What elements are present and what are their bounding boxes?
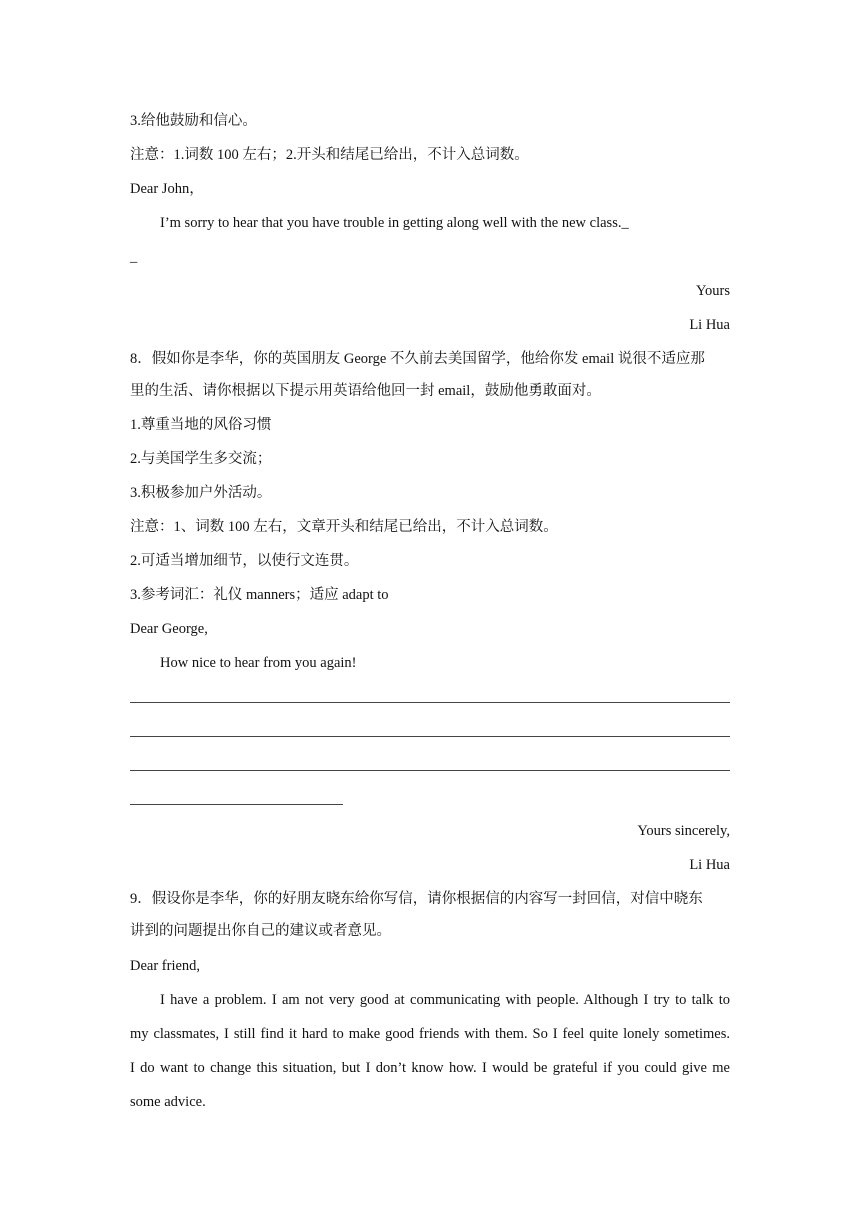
- q8-note-3: 3.参考词汇：礼仪 manners；适应 adapt to: [130, 587, 389, 603]
- q7-blank-mark: _: [130, 249, 138, 265]
- q8-note-2: 2.可适当增加细节，以使行文连贯。: [130, 553, 359, 569]
- q8-answer-line-3: [130, 770, 730, 771]
- q7-salutation: Dear John，: [130, 181, 204, 197]
- q8-answer-line-4: [130, 804, 343, 805]
- q8-point-2: 2.与美国学生多交流；: [130, 451, 272, 467]
- q8-answer-line-2: [130, 736, 730, 737]
- q8-salutation: Dear George,: [130, 621, 208, 637]
- q8-point-1: 1.尊重当地的风俗习惯: [130, 417, 272, 433]
- q9-prompt-line-1: 9．假设你是李华，你的好朋友晓东给你写信，请你根据信的内容写一封回信，对信中晓东: [130, 891, 703, 907]
- q9-letter-line-1: I have a problem. I am not very good at communicating with people. Although I try to talk to: [160, 992, 730, 1008]
- q8-point-3: 3.积极参加户外活动。: [130, 485, 272, 501]
- q8-closing: Yours sincerely,: [637, 823, 730, 839]
- q7-opening-sentence: I’m sorry to hear that you have trouble in getting along well with the new class._: [160, 215, 629, 231]
- q8-note-1: 注意：1、词数 100 左右，文章开头和结尾已给出，不计入总词数。: [130, 519, 558, 535]
- q8-opening-sentence: How nice to hear from you again!: [160, 655, 357, 671]
- q9-letter-line-4: some advice.: [130, 1094, 206, 1110]
- q7-signature: Li Hua: [689, 317, 730, 333]
- q8-prompt-line-1: 8．假如你是李华，你的英国朋友 George 不久前去美国留学，他给你发 email 说很不适应那: [130, 351, 705, 367]
- q7-closing: Yours: [696, 283, 730, 299]
- q8-prompt-line-2: 里的生活、请你根据以下提示用英语给他回一封 email，鼓励他勇敢面对。: [130, 383, 601, 399]
- q7-point-3: 3.给他鼓励和信心。: [130, 113, 257, 129]
- q7-note: 注意：1.词数 100 左右；2.开头和结尾已给出，不计入总词数。: [130, 147, 529, 163]
- q8-signature: Li Hua: [689, 857, 730, 873]
- q9-letter-line-2: my classmates, I still find it hard to make good friends with them. So I feel quite lonely sometimes.: [130, 1026, 730, 1042]
- q9-salutation: Dear friend,: [130, 958, 201, 974]
- q9-letter-line-3: I do want to change this situation, but I don’t know how. I would be grateful if you could give me: [130, 1060, 730, 1076]
- q9-prompt-line-2: 讲到的问题提出你自己的建议或者意见。: [130, 923, 391, 939]
- q8-answer-line-1: [130, 702, 730, 703]
